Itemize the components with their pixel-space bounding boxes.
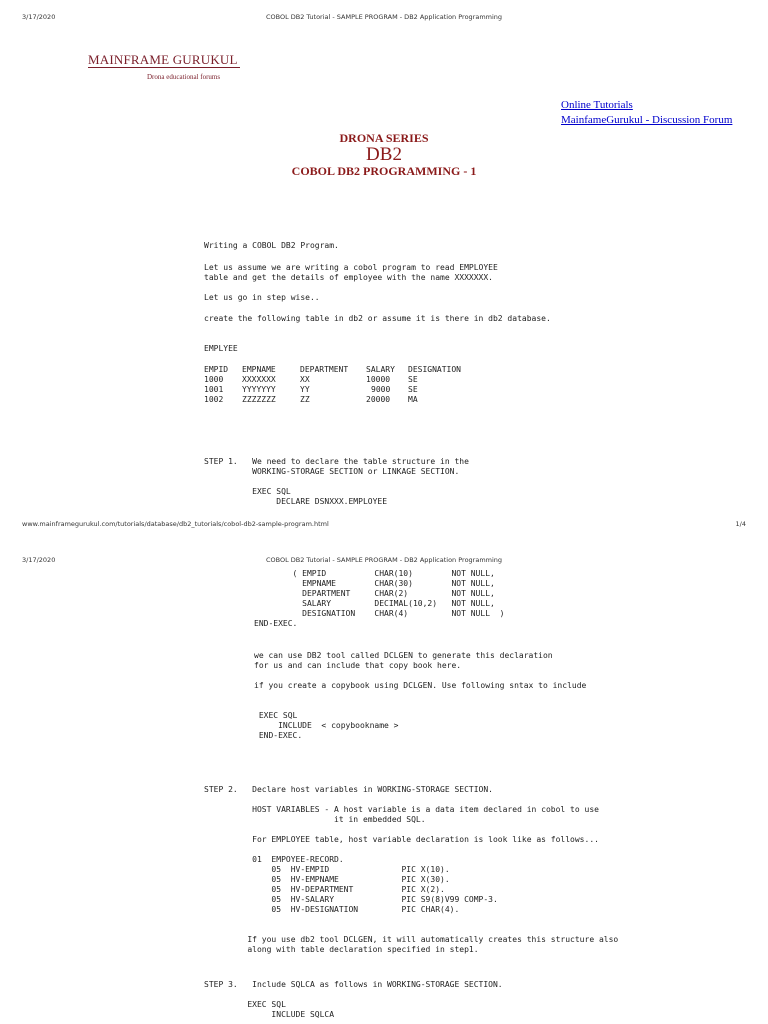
page-subtitle: COBOL DB2 PROGRAMMING - 1 [291, 164, 477, 178]
table-cell: SE [408, 375, 418, 384]
table-header-row [204, 365, 461, 375]
table-cell: ZZ [300, 395, 310, 404]
table-header: EMPID [204, 365, 229, 374]
table-cell: SE [408, 385, 418, 394]
site-logo[interactable]: MAINFRAME GURUKUL [88, 52, 238, 67]
table-row [204, 375, 418, 385]
intro-line-4: create the following table in db2 or assume it is there in db2 database. [204, 314, 551, 323]
dclgen-block: we can use DB2 tool called DCLGEN to generate this declaration for us and can include that copy book here. if you create a copybook using DCLGEN. Use following sntax to include EXEC SQL INCLUDE < copybookname > END-EXEC. [254, 651, 587, 740]
step-3: STEP 3. Include SQLCA as follows in WORKING-STORAGE SECTION. EXEC SQL INCLUDE SQLCA [204, 980, 503, 1019]
table-cell: 10000 [366, 375, 391, 384]
print-date: 3/17/2020 [22, 556, 56, 564]
print-date: 3/17/2020 [22, 13, 56, 21]
step-2: STEP 2. Declare host variables in WORKING-STORAGE SECTION. HOST VARIABLES - A host variable is a data item declared in cobol to use it in embedded SQL. For EMPLOYEE table, host variable declaration is look like as follows... 01 EMPOYEE-RECORD. 05 HV-EMPID PIC X(10). 05 HV-EMPNAME PIC X(30). 05 HV-DEPARTMENT PIC X(2). 05 HV-SALARY PIC S9(8)V99 COMP-3. 05 HV-DESIGNATION PIC CHAR(4). If you use db2 tool DCLGEN, it will automatically creates this structure also along with table declaration specified in step1. [204, 785, 619, 954]
table-row [204, 385, 418, 395]
online-tutorials-link[interactable]: Online Tutorials [561, 99, 633, 111]
footer-page-number: 1/4 [735, 520, 746, 528]
print-title: COBOL DB2 Tutorial - SAMPLE PROGRAM - DB2 Application Programming [265, 13, 503, 21]
table-cell: 9000 [371, 385, 391, 394]
footer-url[interactable]: www.mainframegurukul.com/tutorials/database/db2_tutorials/cobol-db2-sample-program.html [22, 520, 329, 528]
table-cell: YYYYYYY [242, 385, 276, 394]
step-1: STEP 1. We need to declare the table structure in the WORKING-STORAGE SECTION or LINKAGE SECTION. EXEC SQL DECLARE DSNXXX.EMPLOYEE [204, 457, 469, 506]
logo-tagline: Drona educational forums [147, 73, 221, 81]
table-header: EMPNAME [242, 365, 276, 374]
table-cell: ZZZZZZZ [242, 395, 276, 404]
table-header: DESIGNATION [408, 365, 461, 374]
declare-table-block: ( EMPID CHAR(10) NOT NULL, EMPNAME CHAR(30) NOT NULL, DEPARTMENT CHAR(2) NOT NULL, SALARY DECIMAL(10,2) NOT NULL, DESIGNATION CHAR(4) NOT NULL ) END-EXEC. [254, 569, 505, 628]
table-name: EMPLYEE [204, 344, 238, 353]
table-row [204, 395, 418, 405]
table-cell: YY [300, 385, 310, 394]
intro-line-1: Writing a COBOL DB2 Program. [204, 241, 339, 250]
table-cell: MA [408, 395, 418, 404]
table-cell: XX [300, 375, 310, 384]
intro-paragraph: Let us assume we are writing a cobol program to read EMPLOYEE table and get the details of employee with the name XXXXXXX. [204, 263, 498, 282]
table-cell: 20000 [366, 395, 391, 404]
page-title: DB2 [366, 144, 402, 165]
table-cell: 1001 [204, 385, 224, 394]
print-title: COBOL DB2 Tutorial - SAMPLE PROGRAM - DB2 Application Programming [265, 556, 503, 564]
intro-line-3: Let us go in step wise.. [204, 293, 320, 302]
table-cell: XXXXXXX [242, 375, 276, 384]
series-title: DRONA SERIES [339, 131, 429, 145]
table-header: DEPARTMENT [300, 365, 349, 374]
logo-underline [88, 67, 240, 68]
table-cell: 1002 [204, 395, 224, 404]
discussion-forum-link[interactable]: MainfameGurukul - Discussion Forum [561, 114, 733, 126]
table-cell: 1000 [204, 375, 224, 384]
table-header: SALARY [366, 365, 395, 374]
